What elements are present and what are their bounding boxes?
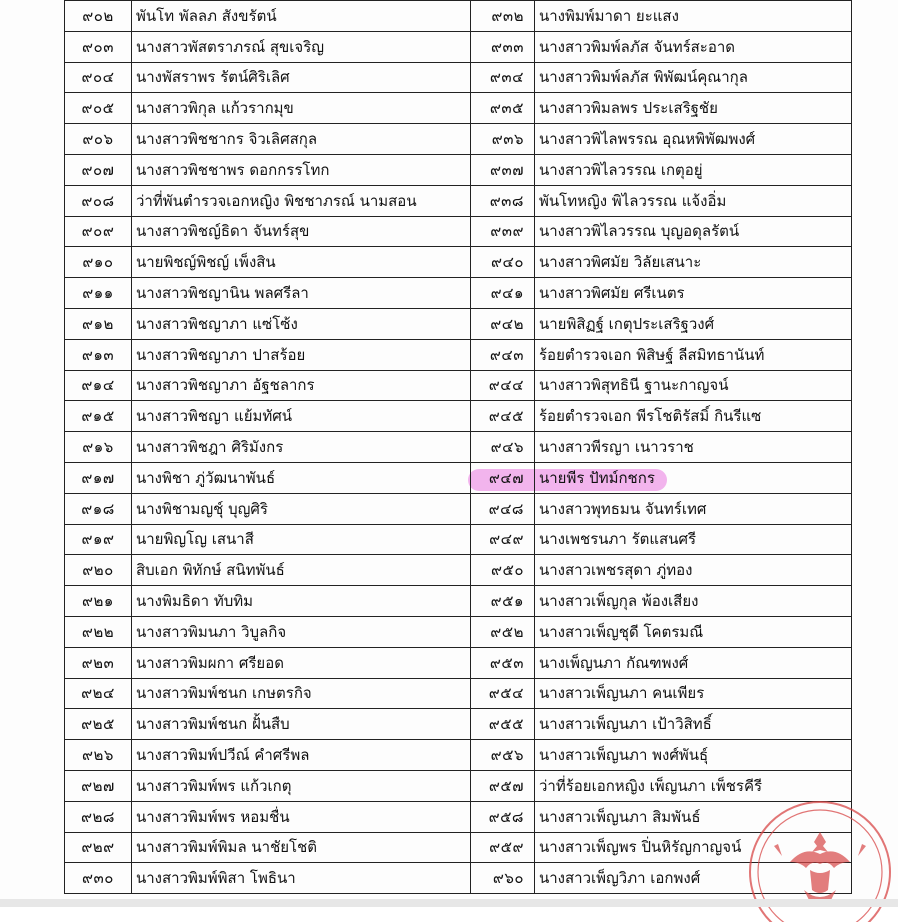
right-name-cell: พันโทหญิง พิไลวรรณ แจ้งอิ่ม bbox=[535, 185, 852, 216]
left-number-cell: ๙๒๙ bbox=[65, 832, 132, 863]
right-number-cell: ๙๔๕ bbox=[471, 401, 535, 432]
right-name-cell: นายพีร ปัทม์กชกร bbox=[535, 462, 852, 493]
left-name-cell: นางสาวพิมพ์ปวีณ์ คำศรีพล bbox=[132, 740, 471, 771]
left-number-cell: ๙๐๔ bbox=[65, 62, 132, 93]
right-name-cell: นางสาวพิไลวรรณ บุญอดุลรัตน์ bbox=[535, 216, 852, 247]
left-name-cell: นางสาวพิชชาพร ดอกกรรโทก bbox=[132, 154, 471, 185]
right-name-cell: ร้อยตำรวจเอก พิสิษฐ์ ลีสมิทธานันท์ bbox=[535, 339, 852, 370]
left-name-cell: นางสาวพัสตราภรณ์ สุขเจริญ bbox=[132, 31, 471, 62]
right-name-cell: นางสาวพุทธมน จันทร์เทศ bbox=[535, 493, 852, 524]
left-name-cell: นางสาวพิมพ์พิสา โพธินา bbox=[132, 863, 471, 894]
left-name-cell: นางพิชา ภู่วัฒนาพันธ์ bbox=[132, 462, 471, 493]
table-row bbox=[65, 339, 852, 370]
right-name-cell: นายพิสิฏฐ์ เกตุประเสริฐวงศ์ bbox=[535, 308, 852, 339]
left-name-cell: นางพิชามญชุ์ บุญศิริ bbox=[132, 493, 471, 524]
table-row bbox=[65, 154, 852, 185]
right-number-cell: ๙๕๘ bbox=[471, 801, 535, 832]
right-number-cell: ๙๕๓ bbox=[471, 647, 535, 678]
left-number-cell: ๙๑๖ bbox=[65, 432, 132, 463]
right-number-cell: ๙๔๑ bbox=[471, 278, 535, 309]
table-row bbox=[65, 616, 852, 647]
left-number-cell: ๙๐๗ bbox=[65, 154, 132, 185]
left-number-cell: ๙๐๖ bbox=[65, 124, 132, 155]
right-number-cell: ๙๓๓ bbox=[471, 31, 535, 62]
left-name-cell: นางสาวพิมพ์ชนก เกษตรกิจ bbox=[132, 678, 471, 709]
table-row bbox=[65, 740, 852, 771]
right-name-cell: นางสาวพิสุทธินี ฐานะกาญจน์ bbox=[535, 370, 852, 401]
right-number-cell: ๙๕๔ bbox=[471, 678, 535, 709]
left-number-cell: ๙๒๑ bbox=[65, 586, 132, 617]
table-row bbox=[65, 308, 852, 339]
left-name-cell: นางสาวพิมพ์พร แก้วเกตุ bbox=[132, 770, 471, 801]
left-number-cell: ๙๑๕ bbox=[65, 401, 132, 432]
table-row bbox=[65, 524, 852, 555]
left-number-cell: ๙๒๔ bbox=[65, 678, 132, 709]
table-row bbox=[65, 185, 852, 216]
right-name-cell: นางสาวเพ็ญพร ปิ่นหิรัญกาญจน์ bbox=[535, 832, 852, 863]
left-number-cell: ๙๑๑ bbox=[65, 278, 132, 309]
right-number-cell: ๙๖๐ bbox=[471, 863, 535, 894]
right-name-cell: นางเพชรนภา รัตแสนศรี bbox=[535, 524, 852, 555]
left-name-cell: นางสาวพิกุล แก้วรากมุข bbox=[132, 93, 471, 124]
table-row bbox=[65, 493, 852, 524]
right-name-cell: นางสาวพิศมัย วิลัยเสนาะ bbox=[535, 247, 852, 278]
right-name-cell: นางสาวพิมพ์ลภัส พิพัฒน์คุณากุล bbox=[535, 62, 852, 93]
table-row bbox=[65, 1, 852, 32]
right-number-cell: ๙๕๒ bbox=[471, 616, 535, 647]
right-name-cell: นางสาวพิไลพรรณ อุณหพิพัฒพงศ์ bbox=[535, 124, 852, 155]
table-row bbox=[65, 216, 852, 247]
right-number-cell: ๙๔๒ bbox=[471, 308, 535, 339]
right-name-cell: นางสาวเพ็ญชุดี โคตรมณี bbox=[535, 616, 852, 647]
right-number-cell: ๙๓๗ bbox=[471, 154, 535, 185]
right-number-cell: ๙๓๕ bbox=[471, 93, 535, 124]
left-number-cell: ๙๑๗ bbox=[65, 462, 132, 493]
table-row bbox=[65, 93, 852, 124]
left-number-cell: ๙๒๘ bbox=[65, 801, 132, 832]
table-row bbox=[65, 462, 852, 493]
left-number-cell: ๙๐๓ bbox=[65, 31, 132, 62]
left-name-cell: นางสาวพิชญาภา ปาสร้อย bbox=[132, 339, 471, 370]
right-name-cell: นางสาวพิศมัย ศรีเนตร bbox=[535, 278, 852, 309]
left-name-cell: นางสาวพิมผกา ศรียอด bbox=[132, 647, 471, 678]
left-number-cell: ๙๑๒ bbox=[65, 308, 132, 339]
table-row bbox=[65, 31, 852, 62]
left-name-cell: นางสาวพิชฎา ศิริมังกร bbox=[132, 432, 471, 463]
table-row bbox=[65, 832, 852, 863]
right-name-cell: นางสาวพิมลพร ประเสริฐชัย bbox=[535, 93, 852, 124]
left-name-cell: นางสาวพิชญาภา อัฐชลากร bbox=[132, 370, 471, 401]
table-row bbox=[65, 647, 852, 678]
right-number-cell: ๙๕๐ bbox=[471, 555, 535, 586]
left-number-cell: ๙๒๐ bbox=[65, 555, 132, 586]
right-name-cell: นางสาวพิมพ์ลภัส จันทร์สะอาด bbox=[535, 31, 852, 62]
right-name-cell: นางเพ็ญนภา กัณฑพงศ์ bbox=[535, 647, 852, 678]
table-row bbox=[65, 586, 852, 617]
left-number-cell: ๙๒๕ bbox=[65, 709, 132, 740]
right-number-cell: ๙๔๐ bbox=[471, 247, 535, 278]
left-number-cell: ๙๑๘ bbox=[65, 493, 132, 524]
left-name-cell: นางสาวพิชชากร จิวเลิศสกุล bbox=[132, 124, 471, 155]
left-name-cell: นางสาวพิชญา แย้มทัศน์ bbox=[132, 401, 471, 432]
right-name-cell: นางสาวเพ็ญนภา พงศ์พันธุ์ bbox=[535, 740, 852, 771]
right-name-cell: นางสาวเพ็ญนภา คนเพียร bbox=[535, 678, 852, 709]
right-number-cell: ๙๕๗ bbox=[471, 770, 535, 801]
right-number-cell: ๙๕๕ bbox=[471, 709, 535, 740]
left-number-cell: ๙๒๗ bbox=[65, 770, 132, 801]
right-number-cell: ๙๔๘ bbox=[471, 493, 535, 524]
table-row bbox=[65, 555, 852, 586]
left-name-cell: นางพัสราพร รัตน์ศิริเลิศ bbox=[132, 62, 471, 93]
left-name-cell: นางสาวพิมพ์พร หอมชื่น bbox=[132, 801, 471, 832]
left-name-cell: นางสาวพิมนภา วิบูลกิจ bbox=[132, 616, 471, 647]
table-row bbox=[65, 247, 852, 278]
table-row bbox=[65, 401, 852, 432]
left-name-cell: สิบเอก พิทักษ์ สนิทพันธ์ bbox=[132, 555, 471, 586]
right-number-cell: ๙๕๑ bbox=[471, 586, 535, 617]
right-number-cell: ๙๕๖ bbox=[471, 740, 535, 771]
right-number-cell: ๙๔๙ bbox=[471, 524, 535, 555]
right-number-cell: ๙๓๒ bbox=[471, 1, 535, 32]
roster-body bbox=[65, 1, 852, 894]
left-number-cell: ๙๐๘ bbox=[65, 185, 132, 216]
table-row bbox=[65, 770, 852, 801]
right-name-cell: นางสาวเพ็ญนภา เป้าวิสิทธิ์ bbox=[535, 709, 852, 740]
left-name-cell: นางสาวพิมพ์ชนก ฝั้นสืบ bbox=[132, 709, 471, 740]
table-row bbox=[65, 863, 852, 894]
table-row bbox=[65, 801, 852, 832]
left-number-cell: ๙๑๔ bbox=[65, 370, 132, 401]
right-number-cell: ๙๔๔ bbox=[471, 370, 535, 401]
left-name-cell: พันโท พัลลภ สังขรัตน์ bbox=[132, 1, 471, 32]
right-number-cell: ๙๓๖ bbox=[471, 124, 535, 155]
table-row bbox=[65, 62, 852, 93]
page-edge bbox=[0, 899, 898, 907]
left-number-cell: ๙๑๓ bbox=[65, 339, 132, 370]
name-roster-table bbox=[64, 0, 852, 894]
table-row bbox=[65, 709, 852, 740]
right-name-cell: ว่าที่ร้อยเอกหญิง เพ็ญนภา เพ็ชรคีรี bbox=[535, 770, 852, 801]
left-name-cell: นางสาวพิชญ์ธิดา จันทร์สุข bbox=[132, 216, 471, 247]
table-row bbox=[65, 278, 852, 309]
table-row bbox=[65, 124, 852, 155]
left-name-cell: นางสาวพิชญาภา แซ่โซ้ง bbox=[132, 308, 471, 339]
table-row bbox=[65, 370, 852, 401]
right-name-cell: นางสาวเพ็ญนภา สิมพันธ์ bbox=[535, 801, 852, 832]
right-number-cell: ๙๔๖ bbox=[471, 432, 535, 463]
right-name-cell: นางสาวพิไลวรรณ เกตุอยู่ bbox=[535, 154, 852, 185]
right-name-cell: ร้อยตำรวจเอก พีรโชติรัสมิ์ กินรีแซ bbox=[535, 401, 852, 432]
right-number-cell: ๙๓๙ bbox=[471, 216, 535, 247]
right-number-cell: ๙๔๗ bbox=[471, 462, 535, 493]
left-name-cell: นางพิมธิดา ทับทิม bbox=[132, 586, 471, 617]
left-name-cell: ว่าที่พันตำรวจเอกหญิง พิชชาภรณ์ นามสอน bbox=[132, 185, 471, 216]
right-name-cell: นางสาวเพชรสุดา ภู่ทอง bbox=[535, 555, 852, 586]
right-name-cell: นางพิมพ์มาดา ยะแสง bbox=[535, 1, 852, 32]
left-name-cell: นายพิญโญ เสนาสี bbox=[132, 524, 471, 555]
left-number-cell: ๙๑๐ bbox=[65, 247, 132, 278]
right-name-cell: นางสาวพีรญา เนาวราช bbox=[535, 432, 852, 463]
left-number-cell: ๙๑๙ bbox=[65, 524, 132, 555]
right-number-cell: ๙๓๘ bbox=[471, 185, 535, 216]
left-number-cell: ๙๓๐ bbox=[65, 863, 132, 894]
left-number-cell: ๙๐๙ bbox=[65, 216, 132, 247]
left-name-cell: นางสาวพิชญานิน พลศรีลา bbox=[132, 278, 471, 309]
table-row bbox=[65, 678, 852, 709]
right-number-cell: ๙๕๙ bbox=[471, 832, 535, 863]
right-name-cell: นางสาวเพ็ญกุล พ้องเสียง bbox=[535, 586, 852, 617]
left-number-cell: ๙๒๖ bbox=[65, 740, 132, 771]
right-name-cell: นางสาวเพ็ญวิภา เอกพงศ์ bbox=[535, 863, 852, 894]
left-name-cell: นางสาวพิมพ์พิมล นาชัยโชติ bbox=[132, 832, 471, 863]
right-number-cell: ๙๓๔ bbox=[471, 62, 535, 93]
left-number-cell: ๙๐๒ bbox=[65, 1, 132, 32]
right-number-cell: ๙๔๓ bbox=[471, 339, 535, 370]
left-number-cell: ๙๐๕ bbox=[65, 93, 132, 124]
left-number-cell: ๙๒๒ bbox=[65, 616, 132, 647]
left-number-cell: ๙๒๓ bbox=[65, 647, 132, 678]
left-name-cell: นายพิชญ์พิชญ์ เพ็งสิน bbox=[132, 247, 471, 278]
table-row bbox=[65, 432, 852, 463]
